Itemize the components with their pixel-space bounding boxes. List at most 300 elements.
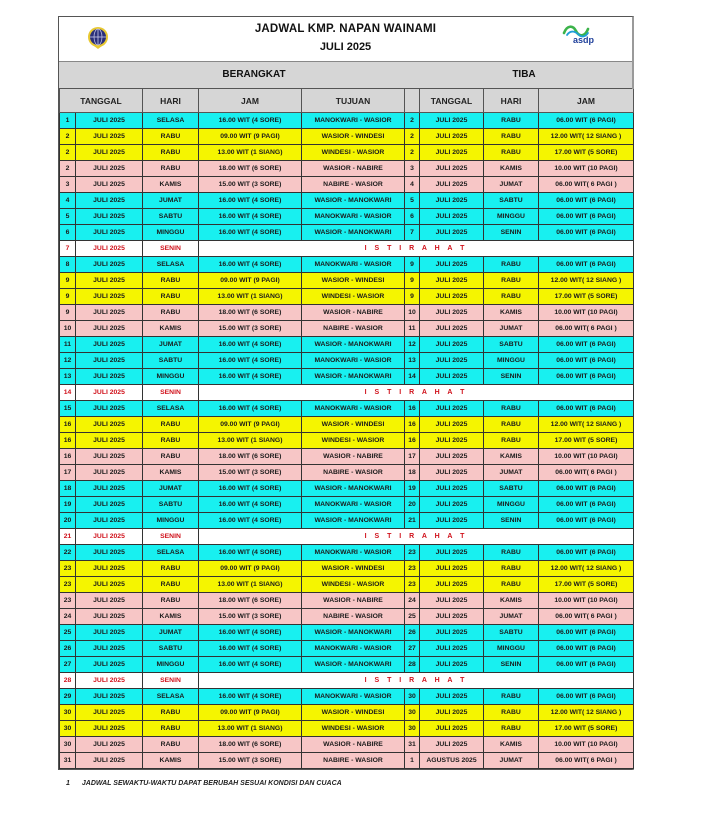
depart-time: 16.00 WIT (4 SORE) — [199, 209, 302, 225]
arrival-section-label: TIBA — [512, 69, 536, 80]
depart-day-number: 21 — [60, 529, 76, 545]
depart-time: 15.00 WIT (3 SORE) — [199, 177, 302, 193]
route: WINDESI - WASIOR — [302, 433, 405, 449]
depart-month: JULI 2025 — [76, 257, 143, 273]
depart-time: 18.00 WIT (6 SORE) — [199, 161, 302, 177]
depart-day-number: 23 — [60, 577, 76, 593]
depart-day-number: 8 — [60, 257, 76, 273]
route: MANOKWARI - WASIOR — [302, 545, 405, 561]
arrive-day-number: 11 — [405, 321, 420, 337]
arrive-day-number: 24 — [405, 593, 420, 609]
depart-month: JULI 2025 — [76, 401, 143, 417]
depart-day-number: 16 — [60, 417, 76, 433]
route: WASIOR - NABIRE — [302, 305, 405, 321]
col-header-arrive-time: JAM — [539, 89, 634, 113]
depart-month: JULI 2025 — [76, 145, 143, 161]
route: MANOKWARI - WASIOR — [302, 257, 405, 273]
depart-month: JULI 2025 — [76, 577, 143, 593]
depart-time: 13.00 WIT (1 SIANG) — [199, 577, 302, 593]
route: WASIOR - MANOKWARI — [302, 513, 405, 529]
arrive-time: 06.00 WIT (6 PAGI) — [539, 193, 634, 209]
arrive-weekday: RABU — [484, 417, 539, 433]
depart-weekday: JUMAT — [143, 481, 199, 497]
depart-day-number: 14 — [60, 385, 76, 401]
document-subtitle: JULI 2025 — [319, 41, 372, 53]
depart-time: 16.00 WIT (4 SORE) — [199, 225, 302, 241]
arrive-time: 10.00 WIT (10 PAGI) — [539, 449, 634, 465]
arrive-time: 06.00 WIT (6 PAGI) — [539, 657, 634, 673]
depart-month: JULI 2025 — [76, 673, 143, 689]
depart-weekday: SENIN — [143, 673, 199, 689]
arrive-time: 10.00 WIT (10 PAGI) — [539, 161, 634, 177]
arrive-time: 06.00 WIT (6 PAGI) — [539, 481, 634, 497]
route: NABIRE - WASIOR — [302, 753, 405, 769]
schedule-row — [60, 497, 634, 513]
depart-weekday: KAMIS — [143, 465, 199, 481]
arrive-time: 06.00 WIT( 6 PAGI ) — [539, 465, 634, 481]
svg-text:asdp: asdp — [573, 35, 595, 45]
schedule-row — [60, 545, 634, 561]
depart-time: 16.00 WIT (4 SORE) — [199, 497, 302, 513]
arrive-day-number: 2 — [405, 113, 420, 129]
depart-day-number: 29 — [60, 689, 76, 705]
arrive-time: 06.00 WIT( 6 PAGI ) — [539, 609, 634, 625]
arrive-weekday: JUMAT — [484, 177, 539, 193]
arrive-month: JULI 2025 — [420, 657, 484, 673]
depart-month: JULI 2025 — [76, 657, 143, 673]
col-header-blank — [405, 89, 420, 113]
schedule-row — [60, 401, 634, 417]
arrive-time: 06.00 WIT (6 PAGI) — [539, 401, 634, 417]
arrive-month: JULI 2025 — [420, 433, 484, 449]
depart-time: 16.00 WIT (4 SORE) — [199, 545, 302, 561]
route: MANOKWARI - WASIOR — [302, 401, 405, 417]
depart-month: JULI 2025 — [76, 545, 143, 561]
arrive-day-number: 23 — [405, 545, 420, 561]
depart-day-number: 28 — [60, 673, 76, 689]
arrive-time: 12.00 WIT( 12 SIANG ) — [539, 129, 634, 145]
section-header-bar — [59, 62, 632, 89]
schedule-row — [60, 481, 634, 497]
arrive-weekday: RABU — [484, 577, 539, 593]
depart-weekday: KAMIS — [143, 321, 199, 337]
depart-weekday: RABU — [143, 273, 199, 289]
depart-time: 13.00 WIT (1 SIANG) — [199, 433, 302, 449]
depart-month: JULI 2025 — [76, 273, 143, 289]
arrive-day-number: 16 — [405, 433, 420, 449]
depart-month: JULI 2025 — [76, 209, 143, 225]
route: MANOKWARI - WASIOR — [302, 641, 405, 657]
depart-time: 15.00 WIT (3 SORE) — [199, 609, 302, 625]
depart-day-number: 23 — [60, 593, 76, 609]
depart-time: 16.00 WIT (4 SORE) — [199, 113, 302, 129]
arrive-day-number: 2 — [405, 145, 420, 161]
depart-month: JULI 2025 — [76, 689, 143, 705]
arrive-time: 06.00 WIT (6 PAGI) — [539, 513, 634, 529]
arrive-month: JULI 2025 — [420, 609, 484, 625]
depart-time: 16.00 WIT (4 SORE) — [199, 369, 302, 385]
depart-time: 16.00 WIT (4 SORE) — [199, 625, 302, 641]
asdp-logo-icon — [561, 23, 603, 47]
arrive-month: JULI 2025 — [420, 449, 484, 465]
arrive-time: 10.00 WIT (10 PAGI) — [539, 305, 634, 321]
depart-time: 15.00 WIT (3 SORE) — [199, 753, 302, 769]
arrive-weekday: KAMIS — [484, 737, 539, 753]
depart-day-number: 3 — [60, 177, 76, 193]
arrive-month: JULI 2025 — [420, 161, 484, 177]
schedule-row — [60, 257, 634, 273]
depart-month: JULI 2025 — [76, 321, 143, 337]
arrive-month: JULI 2025 — [420, 209, 484, 225]
schedule-row — [60, 353, 634, 369]
depart-month: JULI 2025 — [76, 481, 143, 497]
schedule-row — [60, 209, 634, 225]
arrive-time: 06.00 WIT (6 PAGI) — [539, 689, 634, 705]
arrive-month: JULI 2025 — [420, 481, 484, 497]
arrive-weekday: MINGGU — [484, 497, 539, 513]
arrive-month: JULI 2025 — [420, 321, 484, 337]
arrive-time: 10.00 WIT (10 PAGI) — [539, 737, 634, 753]
schedule-row — [60, 337, 634, 353]
depart-day-number: 9 — [60, 289, 76, 305]
rest-day-row — [60, 673, 634, 689]
depart-weekday: SELASA — [143, 401, 199, 417]
depart-time: 16.00 WIT (4 SORE) — [199, 337, 302, 353]
route: WASIOR - MANOKWARI — [302, 193, 405, 209]
schedule-row — [60, 657, 634, 673]
arrive-day-number: 10 — [405, 305, 420, 321]
depart-month: JULI 2025 — [76, 113, 143, 129]
arrive-weekday: KAMIS — [484, 449, 539, 465]
route: WASIOR - MANOKWARI — [302, 337, 405, 353]
depart-day-number: 16 — [60, 433, 76, 449]
depart-time: 16.00 WIT (4 SORE) — [199, 401, 302, 417]
depart-day-number: 20 — [60, 513, 76, 529]
schedule-row — [60, 369, 634, 385]
title-box — [59, 17, 632, 62]
schedule-row — [60, 641, 634, 657]
depart-day-number: 13 — [60, 369, 76, 385]
rest-label: I S T I R A H A T — [199, 529, 634, 545]
route: MANOKWARI - WASIOR — [302, 497, 405, 513]
schedule-row — [60, 753, 634, 769]
arrive-month: JULI 2025 — [420, 593, 484, 609]
depart-month: JULI 2025 — [76, 161, 143, 177]
arrive-day-number: 26 — [405, 625, 420, 641]
route: WASIOR - WINDESI — [302, 129, 405, 145]
depart-weekday: RABU — [143, 577, 199, 593]
depart-time: 16.00 WIT (4 SORE) — [199, 353, 302, 369]
depart-weekday: JUMAT — [143, 337, 199, 353]
arrive-day-number: 16 — [405, 401, 420, 417]
depart-weekday: RABU — [143, 145, 199, 161]
arrive-time: 06.00 WIT( 6 PAGI ) — [539, 753, 634, 769]
depart-weekday: SENIN — [143, 385, 199, 401]
arrive-weekday: RABU — [484, 689, 539, 705]
depart-time: 09.00 WIT (9 PAGI) — [199, 705, 302, 721]
depart-weekday: RABU — [143, 161, 199, 177]
arrive-day-number: 21 — [405, 513, 420, 529]
schedule-row — [60, 225, 634, 241]
schedule-row — [60, 593, 634, 609]
depart-weekday: SELASA — [143, 545, 199, 561]
depart-day-number: 2 — [60, 161, 76, 177]
depart-month: JULI 2025 — [76, 417, 143, 433]
depart-weekday: SELASA — [143, 689, 199, 705]
arrive-day-number: 27 — [405, 641, 420, 657]
rest-label: I S T I R A H A T — [199, 673, 634, 689]
arrive-weekday: SABTU — [484, 481, 539, 497]
arrive-month: JULI 2025 — [420, 369, 484, 385]
depart-day-number: 9 — [60, 273, 76, 289]
arrive-day-number: 16 — [405, 417, 420, 433]
depart-weekday: RABU — [143, 289, 199, 305]
arrive-time: 06.00 WIT (6 PAGI) — [539, 225, 634, 241]
arrive-weekday: RABU — [484, 257, 539, 273]
depart-weekday: RABU — [143, 593, 199, 609]
depart-weekday: SABTU — [143, 353, 199, 369]
arrive-day-number: 20 — [405, 497, 420, 513]
depart-day-number: 12 — [60, 353, 76, 369]
arrive-time: 06.00 WIT (6 PAGI) — [539, 369, 634, 385]
depart-time: 16.00 WIT (4 SORE) — [199, 481, 302, 497]
arrive-month: JULI 2025 — [420, 273, 484, 289]
arrive-day-number: 25 — [405, 609, 420, 625]
arrive-day-number: 28 — [405, 657, 420, 673]
arrive-weekday: SENIN — [484, 513, 539, 529]
schedule-row — [60, 705, 634, 721]
depart-weekday: SELASA — [143, 257, 199, 273]
arrive-month: JULI 2025 — [420, 129, 484, 145]
route: WASIOR - MANOKWARI — [302, 481, 405, 497]
arrive-month: JULI 2025 — [420, 289, 484, 305]
depart-month: JULI 2025 — [76, 465, 143, 481]
route: WINDESI - WASIOR — [302, 289, 405, 305]
depart-month: JULI 2025 — [76, 513, 143, 529]
arrive-month: JULI 2025 — [420, 577, 484, 593]
route: WASIOR - MANOKWARI — [302, 225, 405, 241]
rest-day-row — [60, 529, 634, 545]
depart-month: JULI 2025 — [76, 737, 143, 753]
depart-weekday: RABU — [143, 305, 199, 321]
depart-month: JULI 2025 — [76, 337, 143, 353]
depart-weekday: RABU — [143, 705, 199, 721]
schedule-row — [60, 177, 634, 193]
footnote-number: 1 — [66, 780, 70, 787]
depart-weekday: MINGGU — [143, 225, 199, 241]
depart-time: 09.00 WIT (9 PAGI) — [199, 273, 302, 289]
arrive-weekday: MINGGU — [484, 209, 539, 225]
rest-day-row — [60, 241, 634, 257]
col-header-depart-date: TANGGAL — [60, 89, 143, 113]
arrive-day-number: 30 — [405, 705, 420, 721]
depart-weekday: SABTU — [143, 209, 199, 225]
arrive-weekday: RABU — [484, 145, 539, 161]
footnote-text: JADWAL SEWAKTU-WAKTU DAPAT BERUBAH SESUAI KONDISI DAN CUACA — [81, 780, 342, 787]
depart-day-number: 7 — [60, 241, 76, 257]
arrive-time: 06.00 WIT (6 PAGI) — [539, 641, 634, 657]
arrive-day-number: 4 — [405, 177, 420, 193]
arrive-weekday: RABU — [484, 561, 539, 577]
depart-weekday: MINGGU — [143, 657, 199, 673]
arrive-time: 17.00 WIT (5 SORE) — [539, 145, 634, 161]
route: WASIOR - WINDESI — [302, 705, 405, 721]
arrive-day-number: 14 — [405, 369, 420, 385]
arrive-time: 06.00 WIT (6 PAGI) — [539, 545, 634, 561]
depart-time: 09.00 WIT (9 PAGI) — [199, 129, 302, 145]
route: MANOKWARI - WASIOR — [302, 353, 405, 369]
schedule-row — [60, 689, 634, 705]
departure-section-label: BERANGKAT — [222, 69, 286, 80]
depart-month: JULI 2025 — [76, 641, 143, 657]
arrive-day-number: 7 — [405, 225, 420, 241]
arrive-time: 06.00 WIT( 6 PAGI ) — [539, 321, 634, 337]
arrive-weekday: RABU — [484, 129, 539, 145]
arrive-weekday: KAMIS — [484, 593, 539, 609]
arrive-weekday: SABTU — [484, 337, 539, 353]
schedule-row — [60, 721, 634, 737]
arrive-day-number: 31 — [405, 737, 420, 753]
depart-weekday: KAMIS — [143, 177, 199, 193]
arrive-month: JULI 2025 — [420, 721, 484, 737]
arrive-month: JULI 2025 — [420, 689, 484, 705]
depart-day-number: 24 — [60, 609, 76, 625]
col-header-depart-day: HARI — [143, 89, 199, 113]
arrive-time: 06.00 WIT (6 PAGI) — [539, 257, 634, 273]
depart-weekday: SELASA — [143, 113, 199, 129]
depart-day-number: 23 — [60, 561, 76, 577]
column-header-row — [60, 89, 634, 113]
depart-month: JULI 2025 — [76, 609, 143, 625]
arrive-time: 06.00 WIT( 6 PAGI ) — [539, 177, 634, 193]
depart-month: JULI 2025 — [76, 305, 143, 321]
depart-day-number: 4 — [60, 193, 76, 209]
arrive-month: JULI 2025 — [420, 193, 484, 209]
arrive-month: AGUSTUS 2025 — [420, 753, 484, 769]
col-header-depart-time: JAM — [199, 89, 302, 113]
route: MANOKWARI - WASIOR — [302, 689, 405, 705]
depart-day-number: 30 — [60, 721, 76, 737]
route: MANOKWARI - WASIOR — [302, 113, 405, 129]
depart-month: JULI 2025 — [76, 593, 143, 609]
arrive-month: JULI 2025 — [420, 545, 484, 561]
arrive-weekday: SENIN — [484, 369, 539, 385]
schedule-row — [60, 737, 634, 753]
depart-day-number: 22 — [60, 545, 76, 561]
arrive-month: JULI 2025 — [420, 401, 484, 417]
arrive-weekday: RABU — [484, 721, 539, 737]
depart-month: JULI 2025 — [76, 193, 143, 209]
arrive-weekday: RABU — [484, 433, 539, 449]
arrive-time: 10.00 WIT (10 PAGI) — [539, 593, 634, 609]
depart-month: JULI 2025 — [76, 129, 143, 145]
depart-month: JULI 2025 — [76, 561, 143, 577]
depart-month: JULI 2025 — [76, 497, 143, 513]
arrive-day-number: 12 — [405, 337, 420, 353]
arrive-weekday: SABTU — [484, 625, 539, 641]
depart-weekday: RABU — [143, 449, 199, 465]
arrive-month: JULI 2025 — [420, 465, 484, 481]
arrive-month: JULI 2025 — [420, 257, 484, 273]
depart-month: JULI 2025 — [76, 449, 143, 465]
depart-day-number: 18 — [60, 481, 76, 497]
arrive-time: 12.00 WIT( 12 SIANG ) — [539, 417, 634, 433]
depart-time: 16.00 WIT (4 SORE) — [199, 641, 302, 657]
depart-day-number: 16 — [60, 449, 76, 465]
depart-time: 16.00 WIT (4 SORE) — [199, 513, 302, 529]
depart-weekday: RABU — [143, 129, 199, 145]
schedule-row — [60, 305, 634, 321]
arrive-time: 12.00 WIT( 12 SIANG ) — [539, 273, 634, 289]
depart-day-number: 2 — [60, 129, 76, 145]
arrive-day-number: 13 — [405, 353, 420, 369]
depart-weekday: SENIN — [143, 529, 199, 545]
arrive-day-number: 9 — [405, 289, 420, 305]
arrive-month: JULI 2025 — [420, 497, 484, 513]
arrive-time: 17.00 WIT (5 SORE) — [539, 721, 634, 737]
arrive-day-number: 5 — [405, 193, 420, 209]
schedule-row — [60, 417, 634, 433]
arrive-weekday: JUMAT — [484, 753, 539, 769]
schedule-row — [60, 113, 634, 129]
arrive-weekday: JUMAT — [484, 465, 539, 481]
depart-month: JULI 2025 — [76, 225, 143, 241]
depart-day-number: 6 — [60, 225, 76, 241]
depart-weekday: KAMIS — [143, 609, 199, 625]
route: WASIOR - WINDESI — [302, 273, 405, 289]
depart-day-number: 30 — [60, 705, 76, 721]
arrive-weekday: RABU — [484, 545, 539, 561]
arrive-day-number: 9 — [405, 257, 420, 273]
depart-time: 18.00 WIT (6 SORE) — [199, 305, 302, 321]
depart-day-number: 19 — [60, 497, 76, 513]
arrive-day-number: 23 — [405, 577, 420, 593]
depart-day-number: 26 — [60, 641, 76, 657]
depart-weekday: RABU — [143, 417, 199, 433]
arrive-day-number: 23 — [405, 561, 420, 577]
depart-day-number: 30 — [60, 737, 76, 753]
arrive-weekday: MINGGU — [484, 641, 539, 657]
depart-weekday: JUMAT — [143, 625, 199, 641]
arrive-month: JULI 2025 — [420, 145, 484, 161]
arrive-month: JULI 2025 — [420, 353, 484, 369]
arrive-month: JULI 2025 — [420, 641, 484, 657]
arrive-time: 17.00 WIT (5 SORE) — [539, 433, 634, 449]
schedule-row — [60, 193, 634, 209]
depart-day-number: 1 — [60, 113, 76, 129]
arrive-time: 06.00 WIT (6 PAGI) — [539, 625, 634, 641]
arrive-month: JULI 2025 — [420, 625, 484, 641]
arrive-time: 17.00 WIT (5 SORE) — [539, 289, 634, 305]
schedule-row — [60, 609, 634, 625]
depart-time: 18.00 WIT (6 SORE) — [199, 737, 302, 753]
arrive-month: JULI 2025 — [420, 337, 484, 353]
schedule-row — [60, 321, 634, 337]
arrive-time: 06.00 WIT (6 PAGI) — [539, 353, 634, 369]
depart-weekday: JUMAT — [143, 193, 199, 209]
depart-time: 09.00 WIT (9 PAGI) — [199, 417, 302, 433]
arrive-weekday: JUMAT — [484, 321, 539, 337]
arrive-weekday: RABU — [484, 273, 539, 289]
arrive-day-number: 30 — [405, 689, 420, 705]
arrive-month: JULI 2025 — [420, 705, 484, 721]
route: NABIRE - WASIOR — [302, 177, 405, 193]
depart-month: JULI 2025 — [76, 433, 143, 449]
schedule-row — [60, 289, 634, 305]
route: WASIOR - NABIRE — [302, 593, 405, 609]
arrive-time: 12.00 WIT( 12 SIANG ) — [539, 705, 634, 721]
schedule-row — [60, 561, 634, 577]
